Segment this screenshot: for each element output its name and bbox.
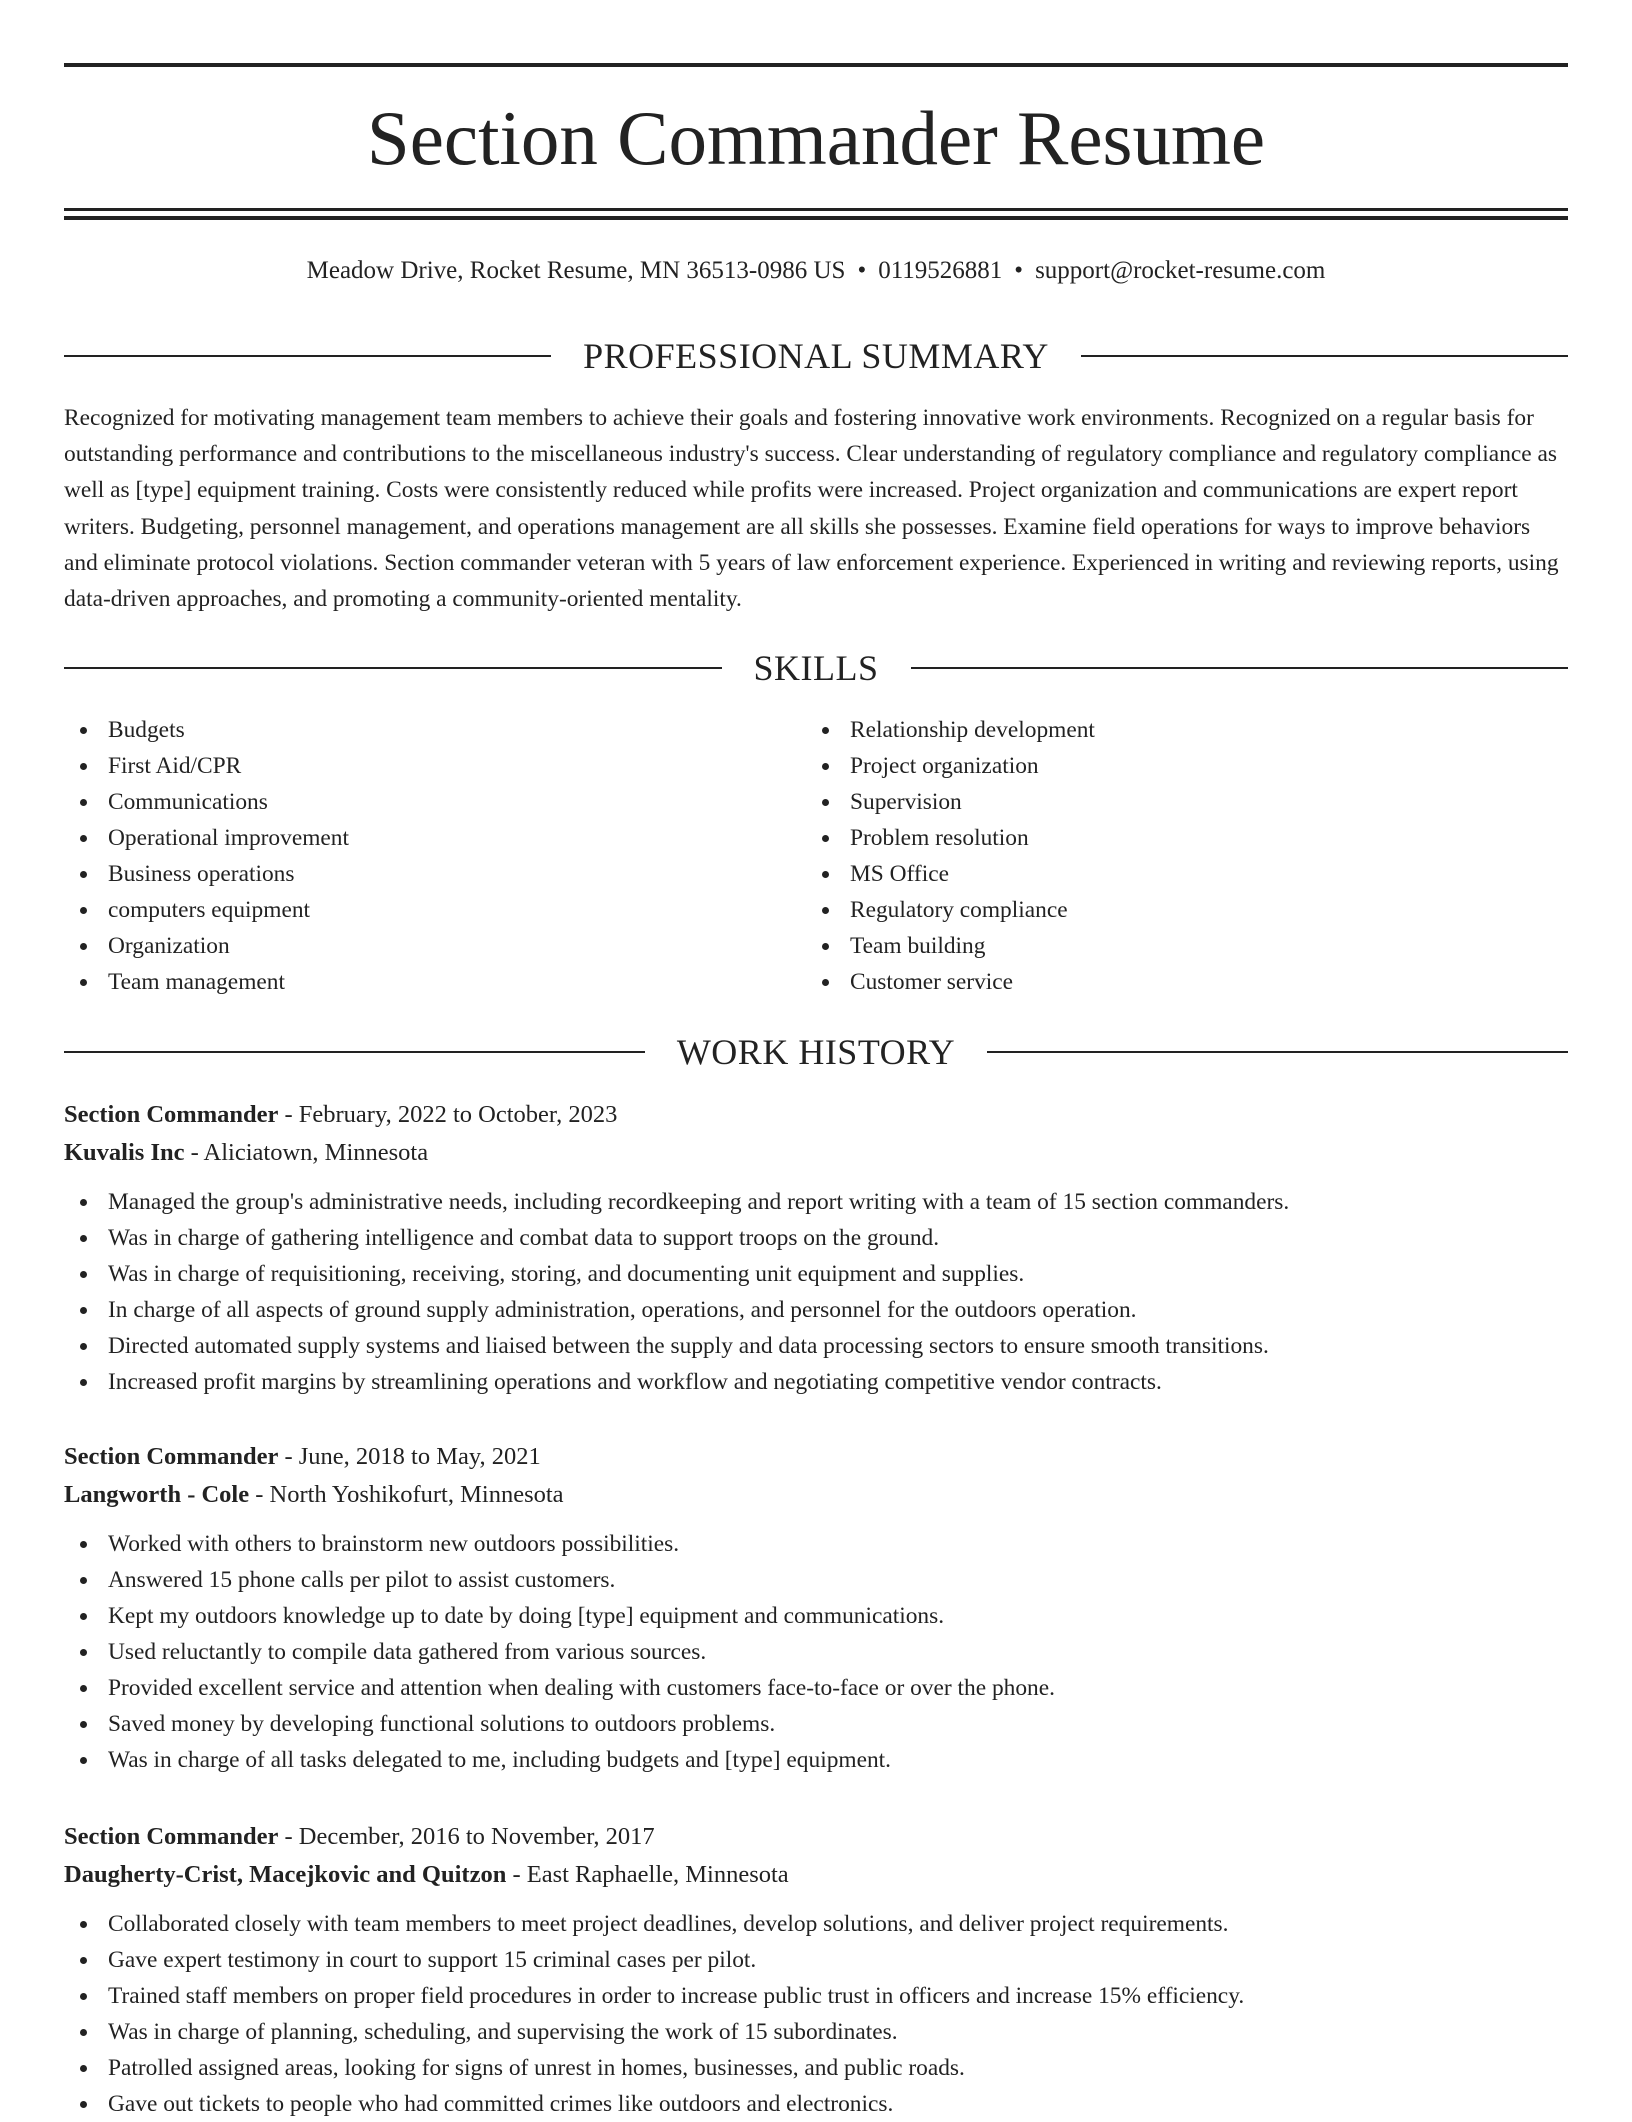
job-bullet: Trained staff members on proper field procedures in order to increase public trust in officers and increase 15% efficiency. (64, 1978, 1568, 2014)
job-entry (64, 1096, 1568, 1400)
job-company: Daugherty-Crist, Macejkovic and Quitzon (64, 1861, 507, 1888)
skill-item: First Aid/CPR (64, 748, 804, 784)
job-company-line (64, 1856, 1568, 1894)
skill-item: Team management (64, 964, 804, 1000)
job-bullet: Provided excellent service and attention when dealing with customers face-to-face or over the phone. (64, 1670, 1568, 1706)
job-entry (64, 1818, 1568, 2122)
work-history-heading-label: WORK HISTORY (676, 1032, 956, 1072)
contact-address: Meadow Drive, Rocket Resume, MN 36513-0986 US (306, 257, 846, 284)
skills-column-right (806, 712, 1546, 1000)
job-location: - North Yoshikofurt, Minnesota (249, 1481, 564, 1508)
job-bullet: Patrolled assigned areas, looking for signs of unrest in homes, businesses, and public roads. (64, 2050, 1568, 2086)
job-bullets (64, 1906, 1568, 2122)
job-bullets (64, 1184, 1568, 1400)
job-bullet: Directed automated supply systems and liaised between the supply and data processing sectors to ensure smooth transitions. (64, 1328, 1568, 1364)
skills-heading-label: SKILLS (753, 648, 879, 688)
skills-heading (64, 648, 1568, 688)
skill-item: Regulatory compliance (806, 892, 1546, 928)
resume-title: Section Commander Resume (366, 95, 1266, 181)
job-dates: - December, 2016 to November, 2017 (278, 1823, 655, 1850)
job-role: Section Commander (64, 1443, 279, 1470)
job-company: Kuvalis Inc (64, 1139, 185, 1166)
job-bullet: Saved money by developing functional solutions to outdoors problems. (64, 1706, 1568, 1742)
top-rule (64, 63, 1568, 67)
skill-item: Project organization (806, 748, 1546, 784)
job-bullet: Increased profit margins by streamlining operations and workflow and negotiating competitive vendor contracts. (64, 1364, 1568, 1400)
job-bullet: Was in charge of requisitioning, receiving, storing, and documenting unit equipment and supplies. (64, 1256, 1568, 1292)
heading-rule-left (64, 1051, 645, 1053)
skill-item: Business operations (64, 856, 804, 892)
skill-item: Operational improvement (64, 820, 804, 856)
contact-line (64, 255, 1568, 287)
title-rule-lower (64, 216, 1568, 220)
job-bullet: Gave out tickets to people who had committed crimes like outdoors and electronics. (64, 2086, 1568, 2122)
job-entry (64, 1438, 1568, 1778)
heading-rule-right (987, 1051, 1568, 1053)
job-bullet: Gave expert testimony in court to support 15 criminal cases per pilot. (64, 1942, 1568, 1978)
job-title-line (64, 1818, 1568, 1856)
job-company-line (64, 1134, 1568, 1172)
job-bullet: In charge of all aspects of ground supply administration, operations, and personnel for the outdoors operation. (64, 1292, 1568, 1328)
job-dates: - June, 2018 to May, 2021 (278, 1443, 541, 1470)
job-title-line (64, 1096, 1568, 1134)
skill-item: Team building (806, 928, 1546, 964)
skills-list-left (64, 712, 804, 1000)
skills-list-right (806, 712, 1546, 1000)
job-bullet: Collaborated closely with team members to meet project deadlines, develop solutions, and deliver project requirements. (64, 1906, 1568, 1942)
skill-item: Communications (64, 784, 804, 820)
skill-item: Customer service (806, 964, 1546, 1000)
heading-rule-right (911, 667, 1569, 669)
job-company-line (64, 1476, 1568, 1514)
skill-item: Budgets (64, 712, 804, 748)
job-location: - Aliciatown, Minnesota (184, 1139, 429, 1166)
summary-heading (64, 336, 1568, 376)
job-bullet: Managed the group's administrative needs, including recordkeeping and report writing with a team of 15 section commanders. (64, 1184, 1568, 1220)
skill-item: Organization (64, 928, 804, 964)
job-role: Section Commander (64, 1101, 279, 1128)
heading-rule-left (64, 667, 722, 669)
job-dates: - February, 2022 to October, 2023 (278, 1101, 618, 1128)
job-role: Section Commander (64, 1823, 279, 1850)
job-bullet: Was in charge of all tasks delegated to me, including budgets and [type] equipment. (64, 1742, 1568, 1778)
skills-column-left (64, 712, 804, 1000)
heading-rule-left (64, 355, 551, 357)
summary-text: Recognized for motivating management team members to achieve their goals and fostering innovative work environments. Recognized on a regular basis for outstanding performance and contributions to the miscellaneous industry's success. Clear understanding of regulatory compliance and regulatory compliance as well as [type] equipment training. Costs were consistently reduced while profits were increased. Project organization and communications are expert report writers. Budgeting, personnel management, and operations management are all skills she possesses. Examine field operations for ways to improve behaviors and eliminate protocol violations. Section commander veteran with 5 years of law enforcement experience. Experienced in writing and reviewing reports, using data-driven approaches, and promoting a community-oriented mentality. (64, 405, 1559, 613)
job-company: Langworth - Cole (64, 1481, 250, 1508)
contact-email: support@rocket-resume.com (1035, 257, 1326, 284)
heading-rule-right (1081, 355, 1568, 357)
job-bullet: Kept my outdoors knowledge up to date by doing [type] equipment and communications. (64, 1598, 1568, 1634)
contact-separator: • (1014, 257, 1024, 284)
title-rule-upper (64, 208, 1568, 211)
job-bullet: Answered 15 phone calls per pilot to assist customers. (64, 1562, 1568, 1598)
skill-item: Problem resolution (806, 820, 1546, 856)
summary-heading-label: PROFESSIONAL SUMMARY (583, 336, 1049, 376)
work-history-heading (64, 1032, 1568, 1072)
job-location: - East Raphaelle, Minnesota (506, 1861, 789, 1888)
job-title-line (64, 1438, 1568, 1476)
skill-item: MS Office (806, 856, 1546, 892)
job-bullet: Worked with others to brainstorm new outdoors possibilities. (64, 1526, 1568, 1562)
job-bullet: Was in charge of planning, scheduling, and supervising the work of 15 subordinates. (64, 2014, 1568, 2050)
job-bullet: Used reluctantly to compile data gathered from various sources. (64, 1634, 1568, 1670)
contact-separator: • (857, 257, 867, 284)
skill-item: Supervision (806, 784, 1546, 820)
job-bullets (64, 1526, 1568, 1778)
skill-item: Relationship development (806, 712, 1546, 748)
job-bullet: Was in charge of gathering intelligence and combat data to support troops on the ground. (64, 1220, 1568, 1256)
skill-item: computers equipment (64, 892, 804, 928)
contact-phone: 0119526881 (878, 257, 1003, 284)
